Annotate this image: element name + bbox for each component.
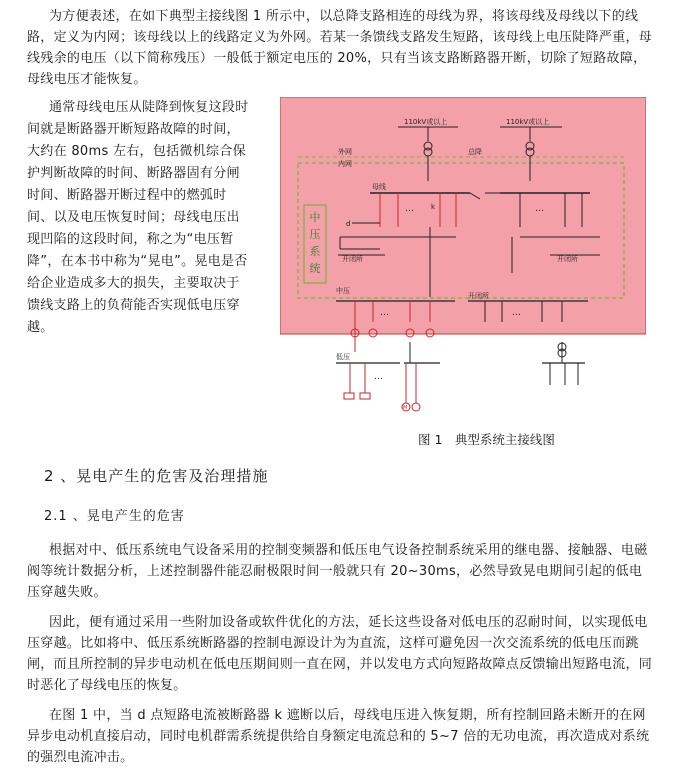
label-110kv-left: 110kV或以上 xyxy=(404,118,448,126)
paragraph-3: 因此，便有通过采用一些附加设备或软件优化的方法，延长这些设备对低电压的忍耐时间，以实现低电压穿越。比如将中、低压系统断路器的控制电源设计为为直流，这样可避免因一次交流系统的低电压而跳闸，而且所控制的异步电动机在低电压期间则一直在网，并以发电方式向短路故障点反馈输出短路电流，同时恶化了母线电压的恢复。 xyxy=(27,615,653,693)
label-breaker-k: k xyxy=(431,203,436,211)
paragraph-4: 在图 1 中，当 d 点短路电流被断路器 k 遮断以后，母线电压进入恢复期，所有控制回路未断开的在网异步电动机直接启动，同时电机群需系统提供给自身额定电流总和的 5~7 倍的无功电流，再次造成对系统的强烈电流冲击。 xyxy=(27,708,650,765)
label-busbar: 母线 xyxy=(372,183,386,191)
intro-paragraph: 为方便表述，在如下典型主接线图 1 所示中，以总降支路相连的母线为界，将该母线及母线以下的线路，定义为内网；该母线以上的线路定义为外网。若某一条馈线支路发生短路，该母线上电压陡降严重，母线残余的电压（以下简称残压）一般低于额定电压的 20%，只有当该支路断路器开断，切除了短路故障，母线电压才能恢复。 xyxy=(27,9,653,87)
mv-system-char3: 系 xyxy=(309,245,321,258)
label-inner-network: 内网 xyxy=(338,160,352,168)
label-switch-station-left: 开闭所 xyxy=(342,255,363,263)
label-110kv-right: 110kV或以上 xyxy=(506,118,550,126)
label-medium-voltage: 中压 xyxy=(336,287,350,295)
mv-system-char2: 压 xyxy=(309,228,321,241)
label-outer-network: 外网 xyxy=(338,148,352,156)
mv-system-char1: 中 xyxy=(309,211,321,224)
label-fault-d: d xyxy=(346,220,351,228)
figure-caption: 图 1 典型系统主接线图 xyxy=(418,432,555,447)
label-main-substation: 总降 xyxy=(468,148,482,156)
side-paragraph: 通常母线电压从陡降到恢复这段时间就是断路器开断短路故障的时间，大约在 80ms 左右，包括微机综合保护判断故障的时间、断路器固有分闸时间、断路器开断过程中的燃弧时间、以及电压恢复时间；母线电压出现凹陷的这段时间，称之为“电压暂降”，在本书中称为“晃电”。晃电是否给企业造成多大的损失，主要取决于馈线支路上的负荷能否实现低电压穿越。 xyxy=(27,100,249,335)
dots-left-bus: … xyxy=(405,204,414,214)
main-wiring-diagram xyxy=(280,97,646,411)
subsection-heading: 2.1 、晃电产生的危害 xyxy=(44,509,185,524)
motor-label: M xyxy=(403,405,408,411)
section-heading: 2 、晃电产生的危害及治理措施 xyxy=(44,467,269,485)
dots-right-bus: … xyxy=(535,204,544,214)
svg-text:…: … xyxy=(374,372,383,382)
svg-text:…: … xyxy=(512,308,521,318)
label-switch-station-mid: 开闭所 xyxy=(468,292,489,300)
paragraph-2: 根据对中、低压系统电气设备采用的控制变频器和低压电气设备控制系统采用的继电器、接触器、电磁阀等统计数据分析，上述控制器件能忍耐极限时间一般就只有 20~30ms，必然导致晃电期间引起的低电压穿越失败。 xyxy=(27,543,648,600)
label-switch-station-right: 开闭所 xyxy=(557,255,578,263)
diagram-svg xyxy=(280,97,646,432)
label-low-voltage: 低压 xyxy=(336,353,350,361)
mv-system-char4: 统 xyxy=(309,262,321,275)
svg-text:…: … xyxy=(380,308,389,318)
